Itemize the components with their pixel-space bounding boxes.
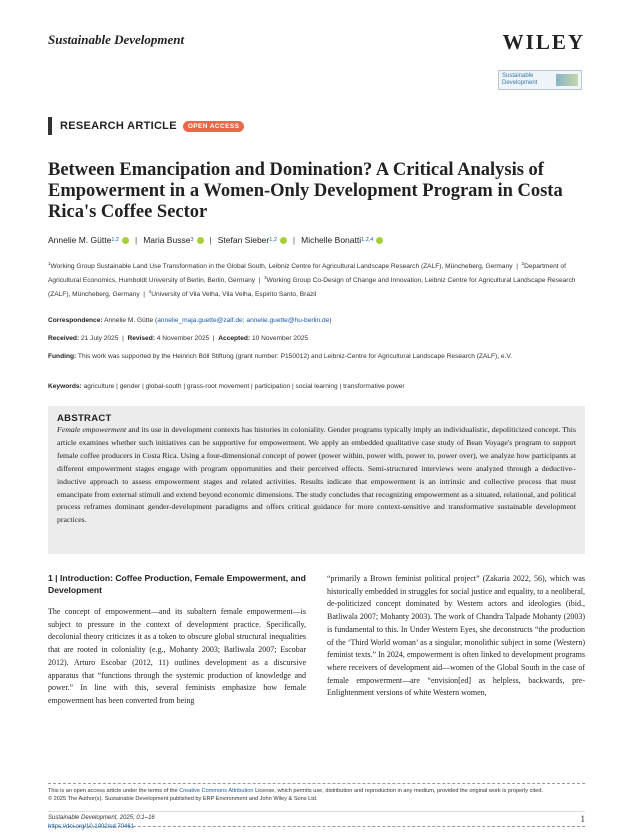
journal-name: Sustainable Development	[48, 32, 185, 47]
keywords	[48, 381, 583, 392]
column-left	[48, 572, 306, 782]
footer-rule	[48, 811, 585, 812]
open-access-badge[interactable]: OPEN ACCESS	[183, 121, 244, 132]
revised-date: 4 November 2025	[156, 335, 210, 342]
correspondence: Correspondence: Annelie M. Gütte (annelie_maja.guette@zalf.de; annelie.guette@hu-berlin.de)	[48, 317, 332, 324]
keywords-text: agriculture | gender | global-south | grass-root movement | participation | social learning | transformative power	[83, 383, 405, 390]
license-text-2: License, which permits use, distribution and reproduction in any medium, provided the original work is properly cited.	[253, 788, 543, 794]
footer-citation	[48, 814, 155, 831]
journal-cover-icon	[556, 74, 578, 86]
orcid-icon[interactable]	[122, 237, 129, 244]
journal-logo	[498, 70, 582, 90]
correspondence-name: Annelie M. Gütte	[104, 317, 154, 324]
correspondence-label: Correspondence:	[48, 317, 103, 324]
revised-label: Revised:	[127, 335, 155, 342]
author-name[interactable]: Michelle Bonatti	[301, 235, 362, 245]
author-affiliation-ref: 1,2	[111, 237, 119, 243]
author-affiliation-ref: 1,2,4	[361, 237, 374, 243]
abstract-box	[48, 406, 585, 554]
author-affiliation-ref: 1,2	[269, 237, 277, 243]
author-affiliation-ref: 3	[190, 237, 194, 243]
abstract-lead: Female empowerment	[57, 425, 127, 434]
journal-logo-text: Sustainable Development	[502, 73, 538, 86]
author-separator: |	[292, 235, 296, 245]
abstract-text	[57, 424, 576, 527]
column-right	[327, 573, 585, 783]
doi-link[interactable]: https://doi.org/10.1002/sd.70461	[48, 823, 135, 830]
abstract-heading: ABSTRACT	[57, 413, 112, 424]
author-name[interactable]: Maria Busse	[143, 235, 191, 245]
affiliation-4: University of Vila Velha, Vila Velha, Espirito Santo, Brazil	[151, 291, 317, 299]
article-type-bar	[48, 117, 52, 135]
abstract-body: and its use in development contexts has histories in coloniality. Gender programs typically imply an individualistic, depoliticized concept. This article examines whether such initiatives can be supportive for empowerment. We apply an embedded qualitative case study of Bean Voyage's program to support female coffee producers in Costa Rica. Using a four-dimensional concept of power (power within, power with, power to, power over), we analyze how participants at different empowerment stages engage with program opportunities and their perceived effects. Semi-structured interviews were analyzed through a deductive–inductive approach to assess empowerment stages and related activities. Results indicate that empowerment is an intrinsic and collective process that must emancipate from external stimuli and extend beyond economic dimensions. The study concludes that recognizing empowerment as a situated, relational, and political process reframes dominant gender-development paradigms and offers critical guidance for more context-sensitive and transformative sustainable development practices.	[57, 425, 576, 525]
orcid-icon[interactable]	[197, 237, 204, 244]
correspondence-email-link[interactable]: annelie_maja.guette@zalf.de	[157, 317, 243, 324]
correspondence-email-link[interactable]: annelie.guette@hu-berlin.de	[246, 317, 330, 324]
article-type	[48, 117, 244, 135]
citation-text: Sustainable Development, 2025; 0:1–16	[48, 815, 155, 821]
author-name[interactable]: Annelie M. Gütte	[48, 235, 112, 245]
license-block	[48, 787, 585, 803]
funding	[48, 351, 583, 362]
author-separator: |	[209, 235, 212, 245]
license-statement	[48, 787, 585, 795]
article-type-label: RESEARCH ARTICLE	[60, 120, 177, 132]
author-name[interactable]: Stefan Sieber	[217, 235, 270, 245]
accepted-date: 10 November 2025	[252, 335, 309, 342]
received-date: 21 July 2025	[81, 335, 119, 342]
publisher-logo: WILEY	[502, 30, 585, 54]
author-separator: |	[134, 235, 138, 245]
accepted-label: Accepted:	[218, 335, 251, 342]
license-text-1: This is an open access article under the terms of the	[48, 788, 180, 794]
license-rule	[48, 783, 585, 784]
body-paragraph: “primarily a Brown feminist political project” (Zakaria 2022, 56), which was historically embedded in struggles for social justice and equality, to a neoliberal, de-politicized concept dominated by Western actors and ideologies (ibid., Batliwala 2007; Mohanty 2003). The work of Chandra Talpade Mohanty (2003) is fundamental to this. In Under Western Eyes, she deconstructs “the production of the ‘Third World woman’ as a singular, monolithic subject in some (Western) feminist texts.” In 2024, empowerment is often linked to development programs where receivers of development aid—women of the Global South in the case of female empowerment—are “envision[ed] as helpless, backwards, pre-Enlightenment versions of white Western women,	[327, 574, 585, 698]
copyright-statement: © 2025 The Author(s). Sustainable Development published by ERP Environment and John Wiley & Sons Ltd.	[48, 796, 318, 802]
keywords-label: Keywords:	[48, 383, 82, 390]
article-title: Between Emancipation and Domination? A Critical Analysis of Empowerment in a Women-Only Development Program in Costa Rica's Coffee Sector	[48, 160, 563, 222]
article-dates: Received: 21 July 2025 | Revised: 4 November 2025 | Accepted: 10 November 2025	[48, 335, 309, 342]
affiliations: $^1$Working Group Sustainable Land Use Transformation in the Global South, Leibniz Centre for Agricultural Landscape Research (ZALF), Müncheberg, Germany | $^2$Department of Agricultural Economics, Humboldt University of Berlin, Berlin, Germany | $^3$Working Group Co-Design of Change and Innovation, Leibniz Centre for Agricultural Landscape Research (ZALF), Müncheberg, Germany | $^4$University of Vila Velha, Vila Velha, Espirito Santo, Brazil	[48, 261, 576, 299]
page-number: 1	[580, 814, 585, 824]
orcid-icon[interactable]	[280, 237, 287, 244]
author-list	[48, 235, 383, 245]
funding-text: This work was supported by the Heinrich Böll Stiftung (grant number: P150012) and Leibniz-Centre for Agricultural Landscape Research (ZALF), e.V.	[77, 353, 512, 360]
affiliation-1: Working Group Sustainable Land Use Transformation in the Global South, Leibniz Centre for Agricultural Landscape Research (ZALF), Müncheberg, Germany	[50, 263, 513, 271]
cc-license-link[interactable]: Creative Commons Attribution	[179, 788, 254, 794]
affiliation-3: Working Group Co-Design of Change and Innovation, Leibniz Centre for Agricultural Landscape Research (ZALF), Müncheberg, Germany	[48, 277, 576, 299]
section-heading: 1 | Introduction: Coffee Production, Female Empowerment, and Development	[48, 573, 306, 595]
affiliation-2: Department of Agricultural Economics, Humboldt University of Berlin, Berlin, Germany	[48, 263, 566, 285]
received-label: Received:	[48, 335, 80, 342]
funding-label: Funding:	[48, 353, 77, 360]
orcid-icon[interactable]	[376, 237, 383, 244]
body-paragraph: The concept of empowerment—and its subaltern female empowerment—is subject to pressure in the context of development practice. Specifically, decolonial theory criticizes it as a token to obscure global structural inequalities that are rooted in coloniality (e.g., Mohanty 2003; Batliwala 2007; Escobar 2012). Arturo Escobar (2012, 11) outlines development as a discursive apparatus that “functions through the systemic production of knowledge and power.” In line with this, several feminists emphasize how female empowerment has been converted from being	[48, 607, 306, 705]
